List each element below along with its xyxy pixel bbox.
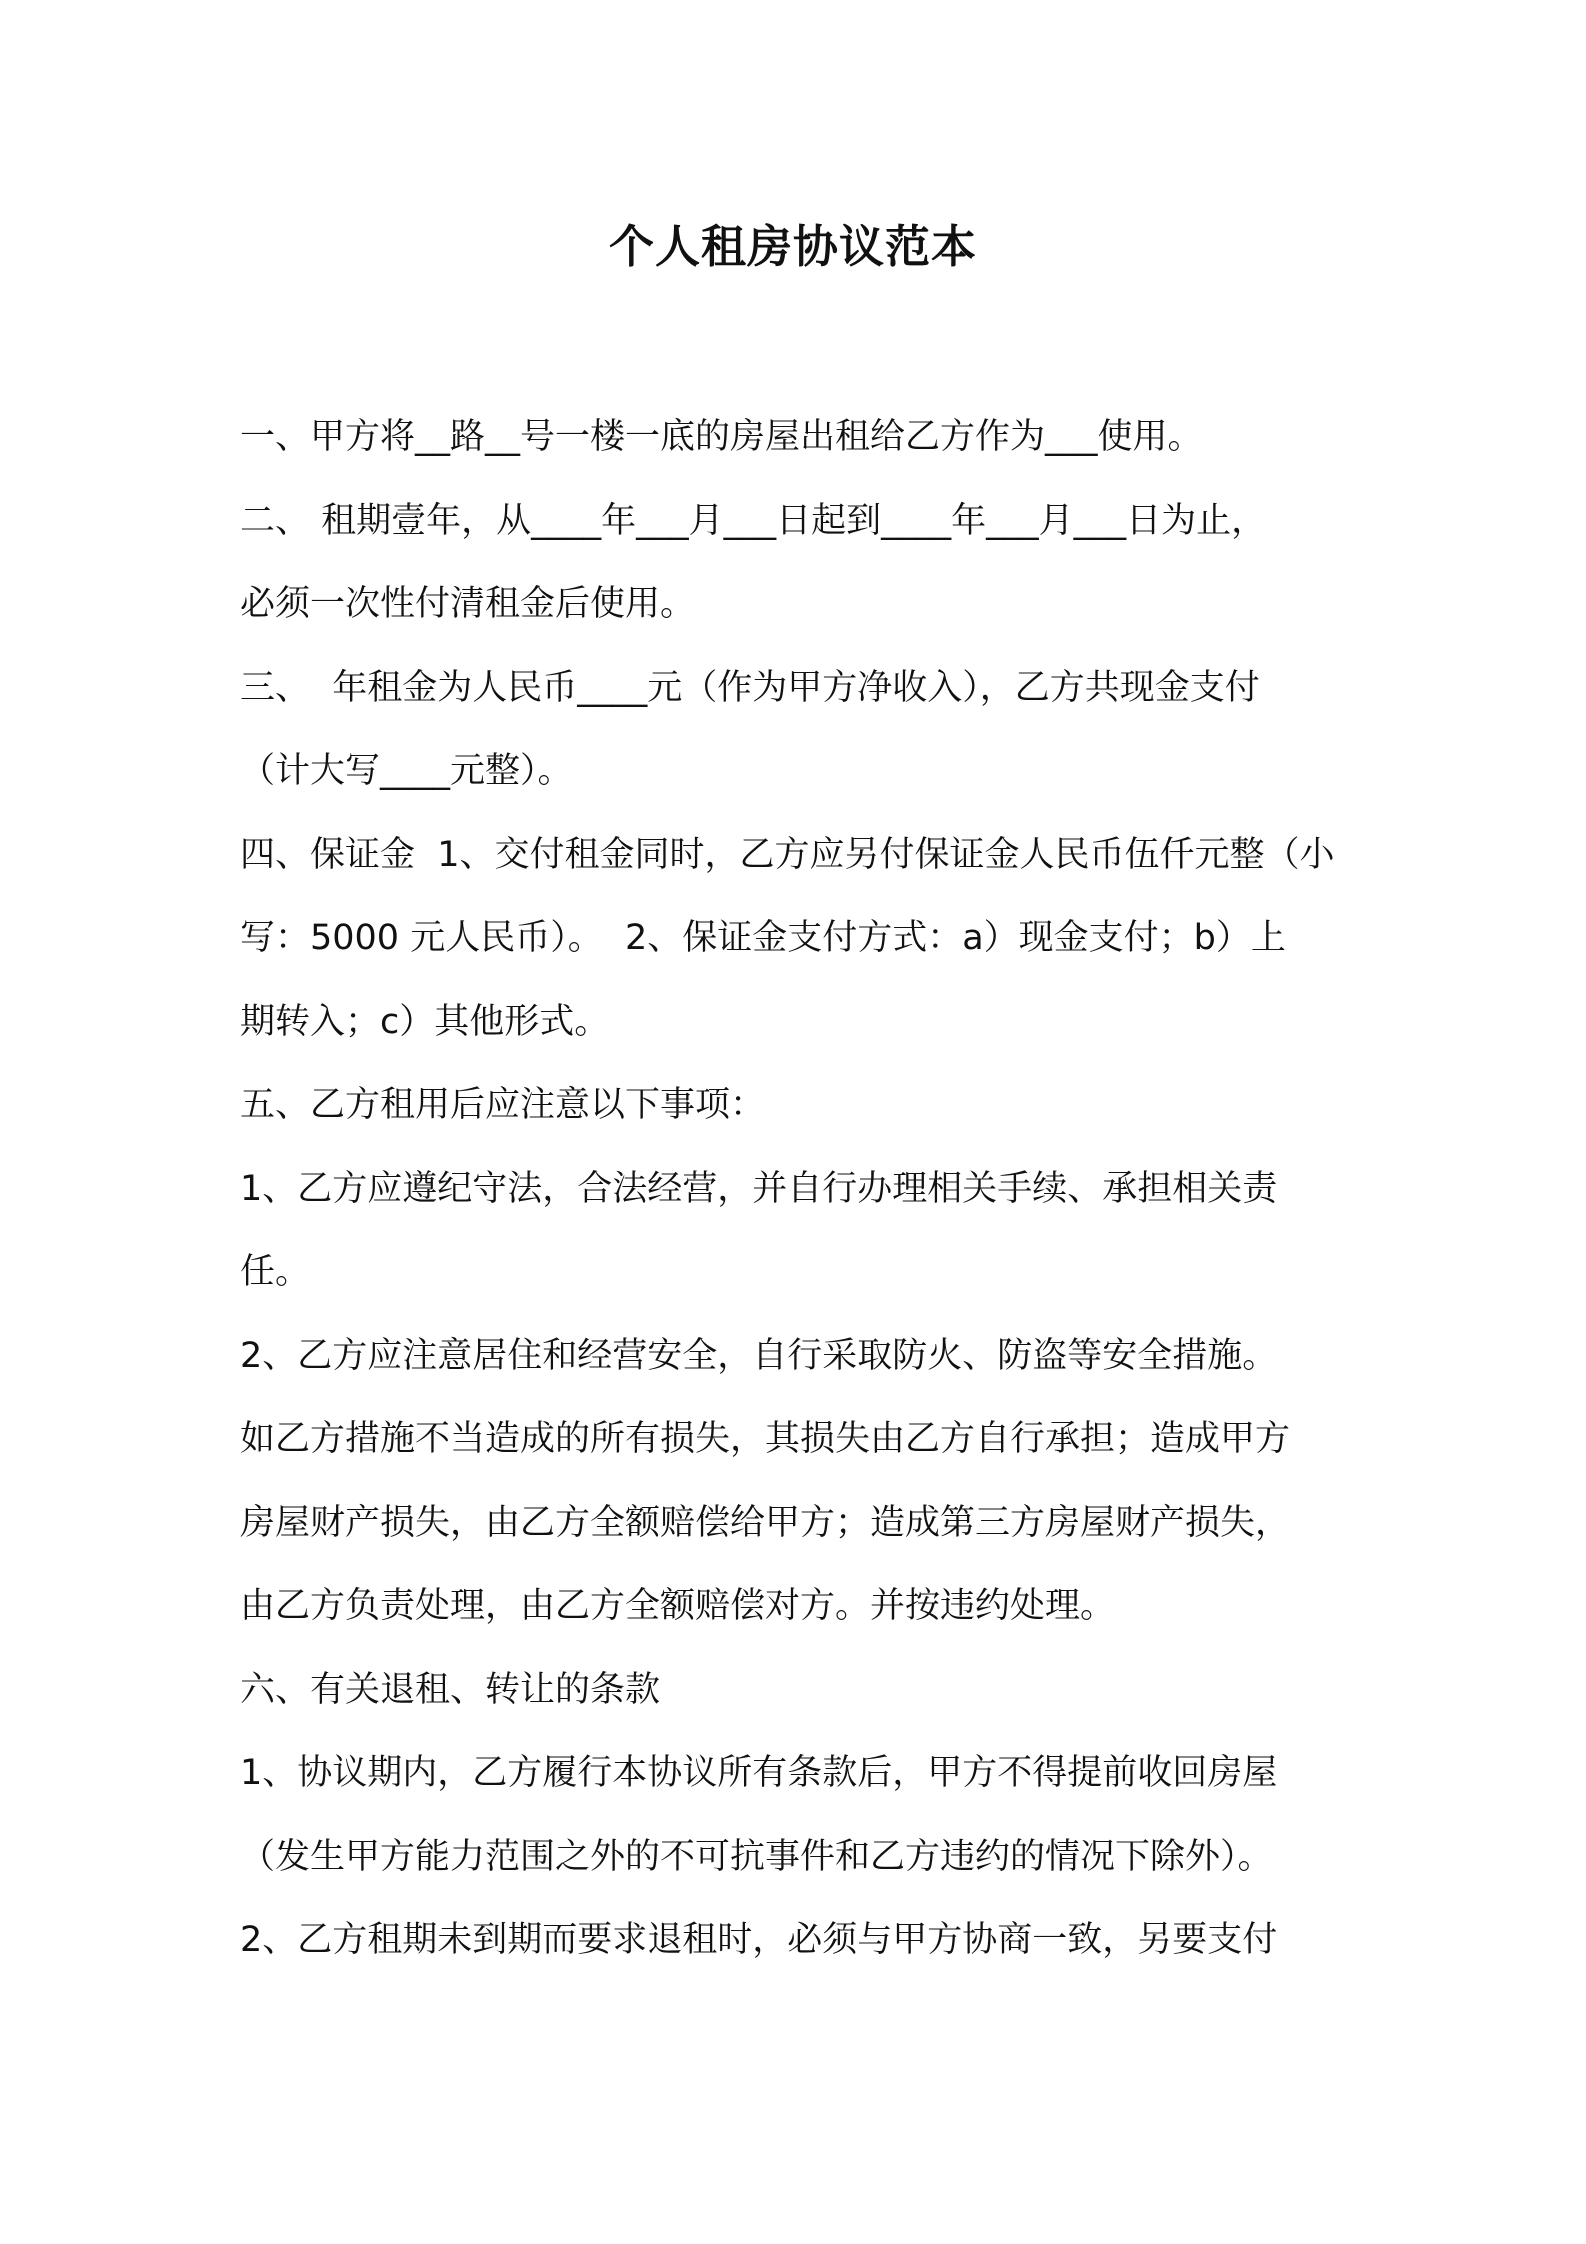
text-line: 五、乙方租用后应注意以下事项： bbox=[240, 1085, 766, 1125]
text-line: 必须一次性付清租金后使用。 bbox=[240, 584, 696, 624]
document-title: 个人租房协议范本 bbox=[608, 220, 977, 273]
text-line: 三、 年租金为人民币____元（作为甲方净收入），乙方共现金支付 bbox=[240, 667, 1260, 708]
text-line: 写：5000 元人民币）。 2、保证金支付方式：a）现金支付；b）上 bbox=[240, 918, 1286, 958]
text-line: 1、乙方应遵纪守法，合法经营，并自行办理相关手续、承担相关责 bbox=[240, 1168, 1278, 1209]
text-line: 一、甲方将__路__号一楼一底的房屋出租给乙方作为___使用。 bbox=[240, 417, 1203, 457]
text-line: 四、保证金 1、交付租金同时，乙方应另付保证金人民币伍仟元整（小 bbox=[240, 834, 1335, 875]
text-line: 期转入；c）其他形式。 bbox=[240, 1001, 610, 1042]
text-line: 2、乙方应注意居住和经营安全，自行采取防火、防盗等安全措施。 bbox=[240, 1335, 1278, 1376]
text-line: 1、协议期内，乙方履行本协议所有条款后，甲方不得提前收回房屋 bbox=[240, 1753, 1278, 1793]
text-line: （计大写____元整）。 bbox=[240, 751, 573, 791]
text-line: 任。 bbox=[240, 1252, 311, 1292]
text-line: （发生甲方能力范围之外的不可抗事件和乙方违约的情况下除外）。 bbox=[240, 1836, 1273, 1877]
text-line: 六、有关退租、转让的条款 bbox=[240, 1669, 661, 1710]
text-line: 2、乙方租期未到期而要求退租时，必须与甲方协商一致，另要支付 bbox=[240, 1920, 1278, 1960]
text-line: 由乙方负责处理，由乙方全额赔偿对方。并按违约处理。 bbox=[240, 1586, 1116, 1626]
document-body bbox=[240, 396, 1360, 1983]
text-line: 二、 租期壹年，从____年___月___日起到____年___月___日为止， bbox=[240, 500, 1267, 541]
text-line: 如乙方措施不当造成的所有损失，其损失由乙方自行承担；造成甲方 bbox=[240, 1419, 1291, 1459]
text-line: 房屋财产损失，由乙方全额赔偿给甲方；造成第三方房屋财产损失， bbox=[240, 1502, 1291, 1543]
